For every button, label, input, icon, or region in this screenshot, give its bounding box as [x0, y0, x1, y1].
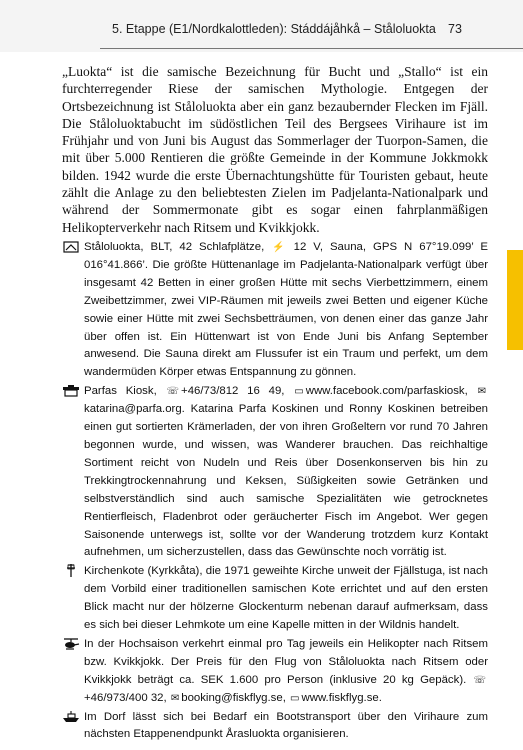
hut-icon	[62, 240, 80, 254]
heli-phone: +46/973/400 32,	[84, 691, 167, 704]
hut-name: Ståloluokta, BLT, 42 Schlafplätze,	[84, 241, 265, 253]
kiosk-description: Katarina Parfa Koskinen und Ronny Koskinen betreiben einen gut sortierten Krämerladen, der von ihren Großeltern vor rund 70 Jahren begonnen wurde, und wissen, was Wanderer brauchen. Das reichhaltige Sortiment reicht von Nudeln und Reis über Dosenkonserven bis hin zu Trekkingtrockennahrung und Keksen, Süßigkeiten sowie Getränken und selbstverständlich sind auch samische Spezialitäten wie getrocknetes Rentierfleisch, Fladenbrot oder geräucherter Fisch im Angebot. Wer gegen Saisonende unterwegs ist, sollte vor der Wanderung trotzdem kurz Kontakt aufnehmen, um sicherzustellen, dass das Gewünschte noch vorrätig ist.	[84, 403, 488, 559]
web-icon: ▭	[290, 692, 300, 704]
intro-paragraph: „Luokta“ ist die samische Bezeichnung für Bucht und „Stallo“ ist ein furchterregender Riese der samischen Mythologie. Entgegen der Ortsbezeichnung ist Ståloluokta aber ein ganz bezaubernder Flecken im Fjäll. Die Ståloluoktabucht im südöstlichen Teil des Bergsees Virihaure ist im Frühjahr und von Juni bis August das Sommerlager der Tuorpon-Samen, die mit über 5.000 Rentieren die größte Gemeinde in der Kommune Jokkmokk bilden. 1942 wurde die erste Übernachtungshütte für Touristen gebaut, heute zählt die Anlage zu den beliebtesten Zielen im Padjelanta-Nationalpark und während der Sommermonate gibt es sogar einen fahrplanmäßigen Helikopterverkehr nach Ritsem und Kvikkjokk.	[62, 64, 488, 235]
email-icon: ✉	[170, 692, 180, 704]
page-number: 73	[448, 22, 462, 36]
heli-description: In der Hochsaison verkehrt einmal pro Tag jeweils ein Helikopter nach Ritsem bzw. Kvikkjokk. Der Preis für den Flug von Ståloluokta nach Ritsem oder Kvikkjokk beträgt ca. SEK 1.600 pro Person (inklusive 20 kg Gepäck).	[84, 637, 488, 686]
hut-description: E 016°41.866’. Die größte Hüttenanlage im Padjelanta-Nationalpark verfügt über insgesamt 42 Betten in einer großen Hütte mit sechs Vierbettzimmern, einem Zweibettzimmer, zwei VIP-Räumen mit jeweils zwei Betten und eigener Küche sowie einer Hütte mit zwei Sechsbetträumen, von denen einer das ganze Jahr über offen ist. Ein Hüttenwart ist von Ende Juni bis Anfang September anwesend. Die Sauna direkt am Flussufer ist ein Traum und perfekt, um dem wandermüden Körper etwas Entspannung zu gönnen.	[84, 241, 488, 379]
kiosk-web[interactable]: www.facebook.com/parfaskiosk,	[305, 385, 468, 398]
helicopter-icon	[62, 637, 80, 651]
entry-boat	[62, 709, 488, 745]
header-rule	[100, 48, 523, 49]
chapter-tab	[507, 250, 523, 350]
kiosk-name: Parfas Kiosk,	[84, 385, 157, 398]
heli-web[interactable]: www.fiskflyg.se.	[301, 691, 382, 704]
boat-description: Im Dorf lässt sich bei Bedarf ein Bootstransport über den Virihaure zum nächsten Etappenendpunkt Årasluokta organisieren.	[84, 710, 488, 741]
page-header	[0, 0, 523, 52]
church-cross-icon	[62, 564, 80, 578]
church-description: Kirchenkote (Kyrkkåta), die 1971 geweihte Kirche unweit der Fjällstuga, ist nach dem Vorbild einer traditionellen samischen Kote errichtet und auf den ersten Blick macht nur der hölzerne Glockenturm nebenan darauf aufmerksam, dass es sich bei dieser Lehmkote um eine Kapelle mitten in der Wildnis handelt.	[84, 565, 488, 632]
phone-icon: ☏	[473, 674, 487, 686]
email-icon: ✉	[477, 386, 486, 398]
kiosk-phone: +46/73/812 16 49,	[181, 385, 285, 398]
hut-facilities: 12 V, Sauna, GPS N 67°19.099’	[293, 241, 474, 253]
entry-kiosk	[62, 383, 488, 562]
entry-hut	[62, 239, 488, 382]
running-title: 5. Etappe (E1/Nordkalottleden): Stáddájåhkå – Ståloluokta	[112, 22, 436, 36]
boat-icon	[62, 710, 80, 724]
info-entries	[62, 239, 488, 745]
plug-icon: ⚡	[272, 242, 285, 253]
shop-icon	[62, 384, 80, 398]
heli-email[interactable]: booking@fiskflyg.se,	[181, 691, 286, 704]
phone-icon: ☏	[166, 386, 180, 398]
kiosk-email[interactable]: katarina@parfa.org.	[84, 403, 185, 416]
web-icon: ▭	[294, 386, 304, 398]
entry-helicopter	[62, 636, 488, 708]
entry-church	[62, 563, 488, 635]
